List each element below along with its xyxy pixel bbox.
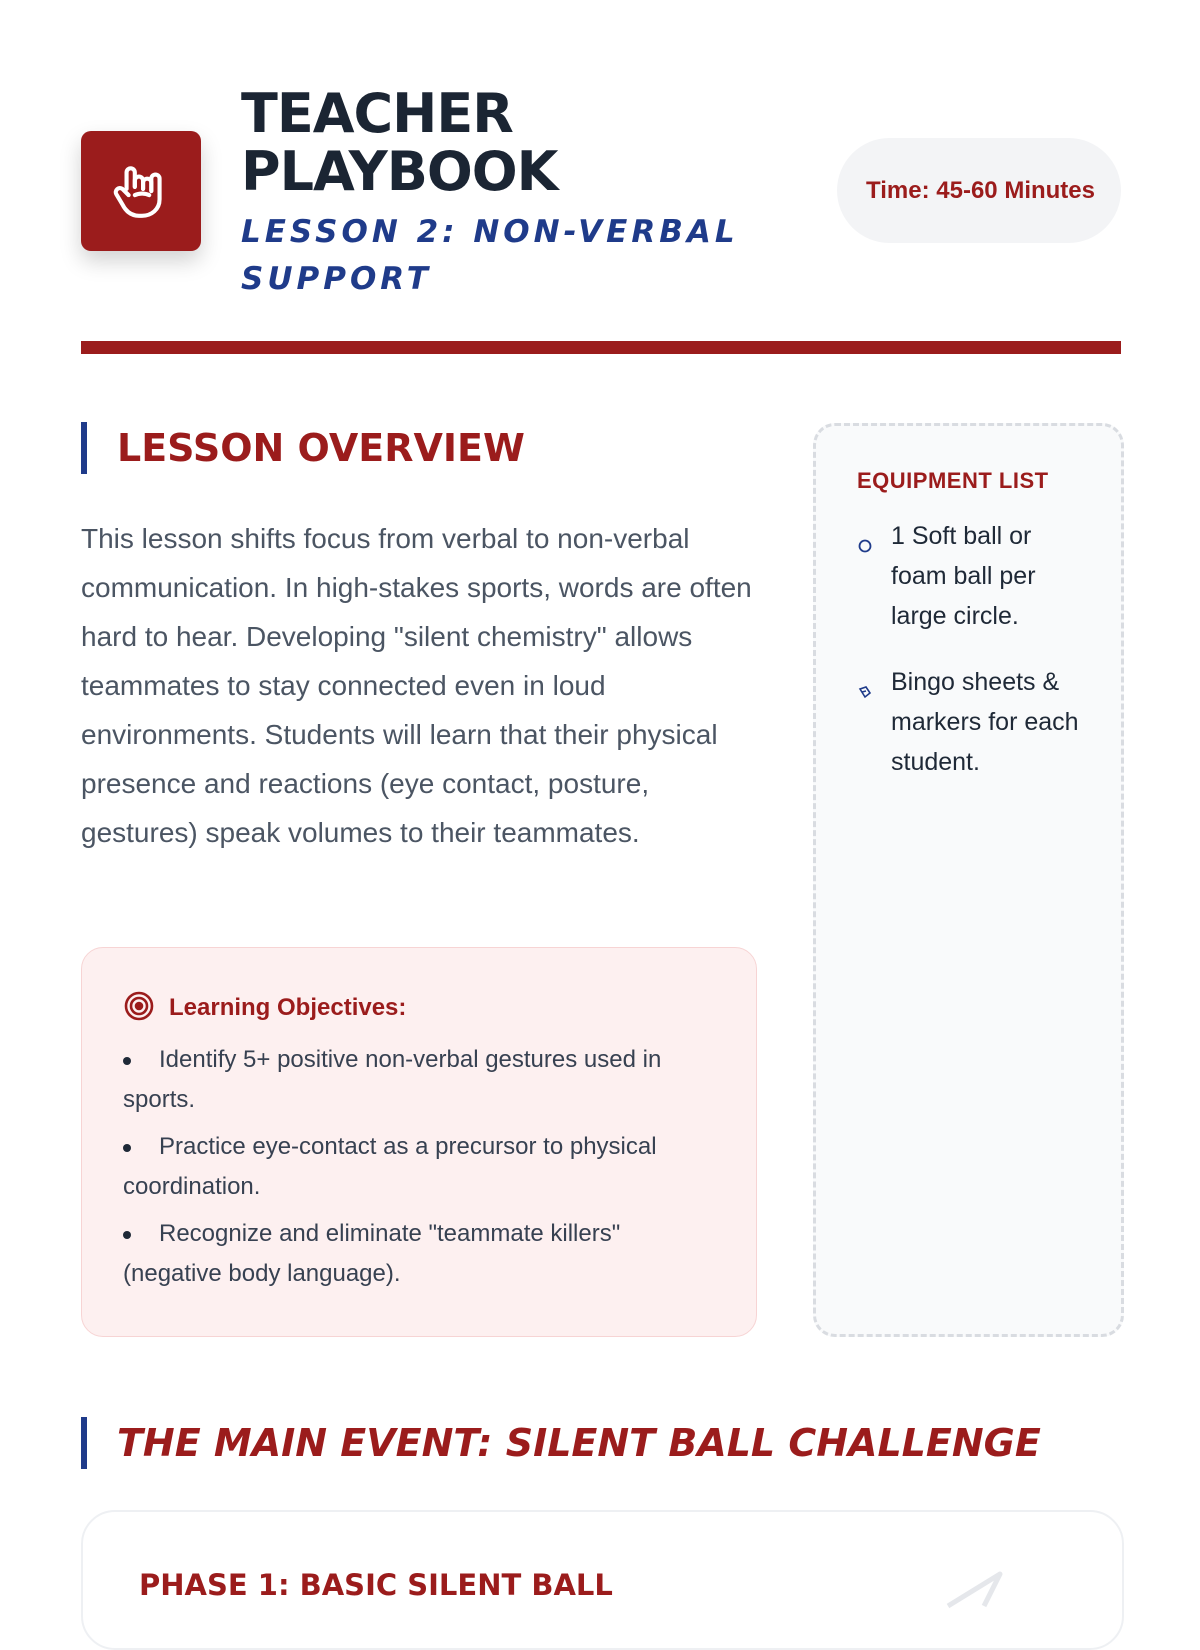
bullet [123,1057,131,1065]
main-event-section-header [81,1417,1041,1469]
equipment-panel [813,423,1124,1337]
objectives-header [123,990,716,1026]
list-item [123,1214,716,1294]
list-item [123,1127,716,1207]
objectives-heading: Learning Objectives: [169,994,407,1021]
lesson-subtitle: LESSON 2: NON-VERBAL SUPPORT [241,214,739,297]
overview-section-header [81,422,525,474]
marker-icon [857,672,873,712]
bullet [123,1144,131,1152]
main-event-heading: THE MAIN EVENT: SILENT BALL CHALLENGE [117,1421,1041,1465]
objective-text: Identify 5+ positive non-verbal gestures used in sports. [123,1046,662,1113]
objectives-list [123,1040,716,1294]
page-title: TEACHER PLAYBOOK [241,82,558,203]
equipment-item-text: 1 Soft ball or foam ball per large circle. [891,522,1036,630]
page-header [81,82,1121,305]
phase-card [81,1510,1124,1650]
list-item [857,662,1101,782]
send-arrow-icon [944,1570,1004,1614]
list-item [123,1040,716,1120]
equipment-list [857,516,1101,782]
equipment-heading: EQUIPMENT LIST [857,468,1049,493]
title-block [241,82,801,303]
time-badge: Time: 45-60 Minutes [837,138,1121,243]
equipment-item-text: Bingo sheets & markers for each student. [891,668,1079,776]
header-divider [81,341,1121,354]
overview-heading: LESSON OVERVIEW [117,426,525,470]
learning-objectives-box [81,947,757,1337]
objective-text: Recognize and eliminate "teammate killers" (negative body language). [123,1220,621,1287]
target-icon [123,990,155,1026]
circle-icon [857,526,873,566]
list-item [857,516,1101,636]
overview-text: This lesson shifts focus from verbal to non-verbal communication. In high-stakes sports, words are often hard to hear. Developing "silent chemistry" allows teammates to stay connected even in loud environments. Students will learn that their physical presence and reactions (eye contact, posture, gestures) speak volumes to their teammates. [81,523,752,848]
hand-gesture-icon [81,131,201,251]
phase-title: PHASE 1: BASIC SILENT BALL [139,1568,613,1602]
bullet [123,1231,131,1239]
objective-text: Practice eye-contact as a precursor to physical coordination. [123,1133,657,1200]
